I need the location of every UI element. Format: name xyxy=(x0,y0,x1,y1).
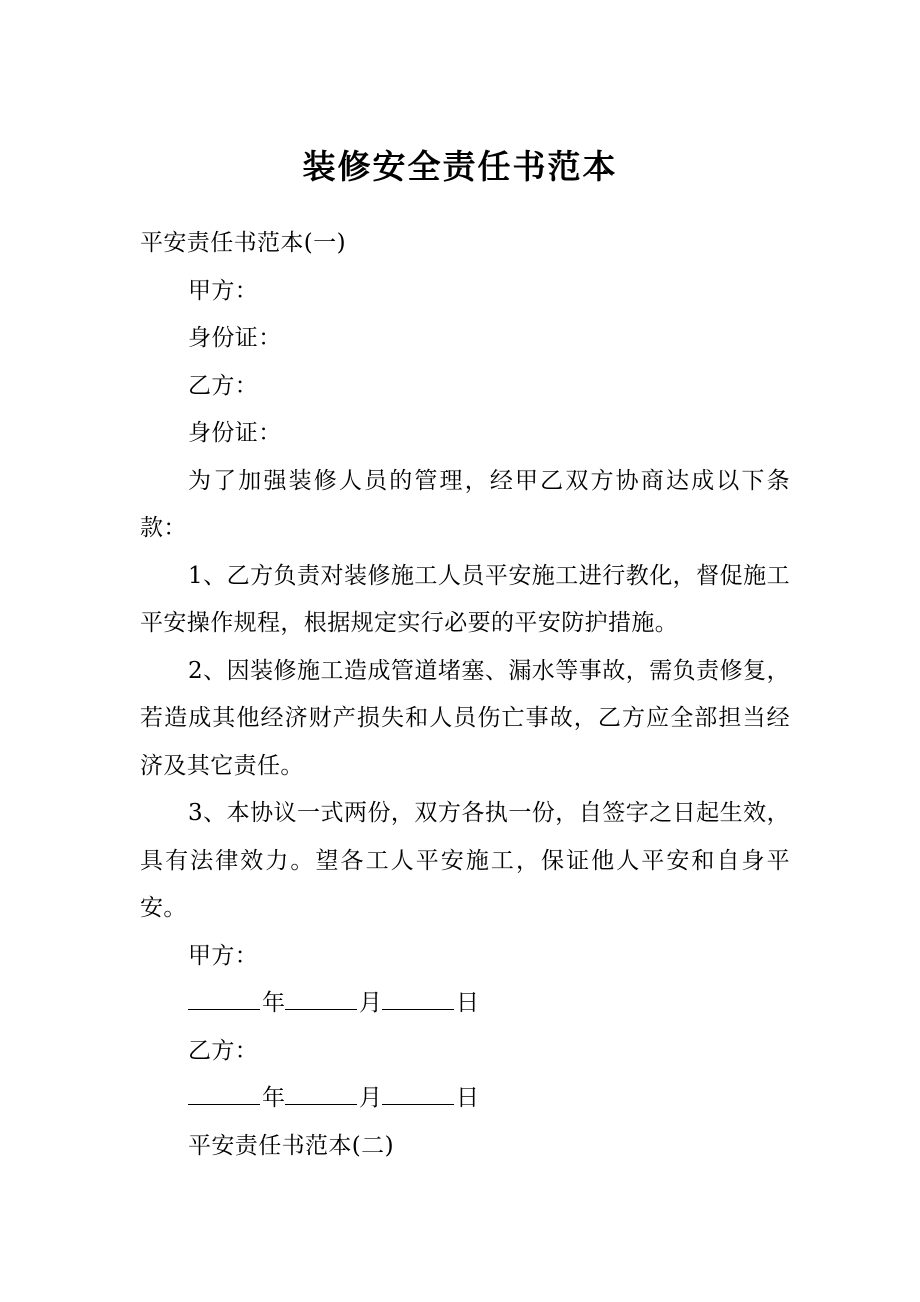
date-line-party-a xyxy=(140,980,790,1028)
signature-party-a: 甲方： xyxy=(188,942,259,969)
day-label: 日 xyxy=(456,990,479,1016)
year-blank xyxy=(188,989,260,1010)
section-heading-1: 平安责任书范本(一) xyxy=(140,230,346,256)
day-blank xyxy=(382,1084,454,1105)
year-label: 年 xyxy=(262,990,285,1016)
month-blank xyxy=(285,1084,357,1105)
party-a-label: 甲方： xyxy=(188,277,259,304)
day-label: 日 xyxy=(456,1085,479,1111)
clause-1: 1、乙方负责对装修施工人员平安施工进行教化，督促施工平安操作规程，根据规定实行必要的平安防护措施。 xyxy=(140,562,790,636)
section-heading-2: 平安责任书范本(二) xyxy=(188,1132,394,1159)
clause-3: 3、本协议一式两份，双方各执一份，自签字之日起生效，具有法律效力。望各工人平安施工，保证他人平安和自身平安。 xyxy=(140,800,790,921)
date-line-party-b xyxy=(140,1075,790,1123)
party-b-label: 乙方： xyxy=(188,372,259,399)
month-label: 月 xyxy=(359,1085,382,1111)
day-blank xyxy=(382,989,454,1010)
year-blank xyxy=(188,1084,260,1105)
signature-party-b: 乙方： xyxy=(188,1037,259,1064)
document-body xyxy=(140,220,790,1170)
month-blank xyxy=(285,989,357,1010)
clause-2: 2、因装修施工造成管道堵塞、漏水等事故，需负责修复，若造成其他经济财产损失和人员伤亡事故，乙方应全部担当经济及其它责任。 xyxy=(140,657,790,779)
month-label: 月 xyxy=(359,990,382,1016)
intro-paragraph: 为了加强装修人员的管理，经甲乙双方协商达成以下条款： xyxy=(140,467,790,541)
document-title: 装修安全责任书范本 xyxy=(302,147,618,186)
party-a-id-label: 身份证： xyxy=(188,325,282,351)
party-b-id-label: 身份证： xyxy=(188,420,282,446)
year-label: 年 xyxy=(262,1085,285,1111)
